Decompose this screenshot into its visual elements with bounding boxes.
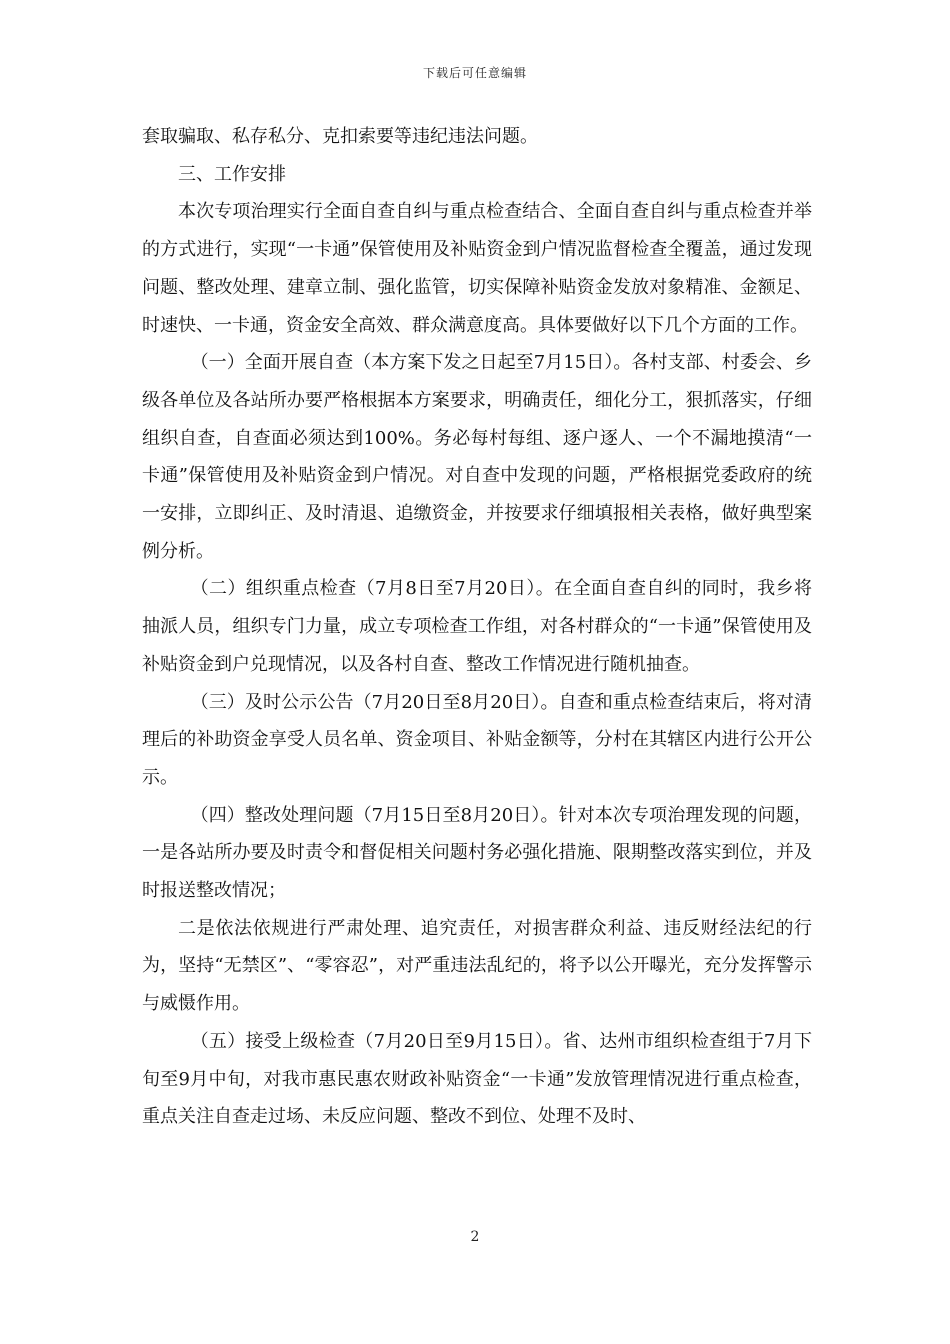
page-header-note: 下载后可任意编辑 bbox=[422, 66, 527, 80]
document-body bbox=[142, 118, 812, 1136]
paragraph-item-4: （四）整改处理问题（7月15日至8月20日）。针对本次专项治理发现的问题，一是各站所办要及时责令和督促相关问题村务必强化措施、限期整改落实到位，并及时报送整改情况； bbox=[142, 804, 812, 902]
paragraph-intro: 本次专项治理实行全面自查自纠与重点检查结合、全面自查自纠与重点检查并举的方式进行，实现“一卡通”保管使用及补贴资金到户情况监督检查全覆盖，通过发现问题、整改处理、建章立制、强化监管，切实保障补贴资金发放对象精准、金额足、时速快、一卡通，资金安全高效、群众满意度高。具体要做好以下几个方面的工作。 bbox=[142, 201, 812, 336]
paragraph-item-3: （三）及时公示公告（7月20日至8月20日）。自查和重点检查结束后，将对清理后的补助资金享受人员名单、资金项目、补贴金额等，分村在其辖区内进行公开公示。 bbox=[142, 691, 812, 788]
paragraph-item-2: （二）组织重点检查（7月8日至7月20日）。在全面自查自纠的同时，我乡将抽派人员，组织专门力量，成立专项检查工作组，对各村群众的“一卡通”保管使用及补贴资金到户兑现情况，以及各村自查、整改工作情况进行随机抽查。 bbox=[142, 578, 812, 675]
paragraph-item-5: （五）接受上级检查（7月20日至9月15日）。省、达州市组织检查组于7月下旬至9月中旬，对我市惠民惠农财政补贴资金“一卡通”发放管理情况进行重点检查，重点关注自查走过场、未反应问题、整改不到位、处理不及时、 bbox=[142, 1030, 812, 1128]
page-number: 2 bbox=[470, 1229, 480, 1245]
paragraph-item-4-continued: 二是依法依规进行严肃处理、追究责任，对损害群众利益、违反财经法纪的行为，坚持“无禁区”、“零容忍”，对严重违法乱纪的，将予以公开曝光，充分发挥警示与威慑作用。 bbox=[142, 917, 812, 1015]
paragraph-item-1: （一）全面开展自查（本方案下发之日起至7月15日）。各村支部、村委会、乡级各单位及各站所办要严格根据本方案要求，明确责任，细化分工，狠抓落实，仔细组织自查，自查面必须达到100%。务必每村每组、逐户逐人、一个不漏地摸清“一卡通”保管使用及补贴资金到户情况。对自查中发现的问题，严格根据党委政府的统一安排，立即纠正、及时清退、追缴资金，并按要求仔细填报相关表格，做好典型案例分析。 bbox=[142, 352, 812, 562]
section-heading: 三、工作安排 bbox=[178, 163, 286, 185]
paragraph-continuation: 套取骗取、私存私分、克扣索要等违纪违法问题。 bbox=[142, 126, 538, 147]
